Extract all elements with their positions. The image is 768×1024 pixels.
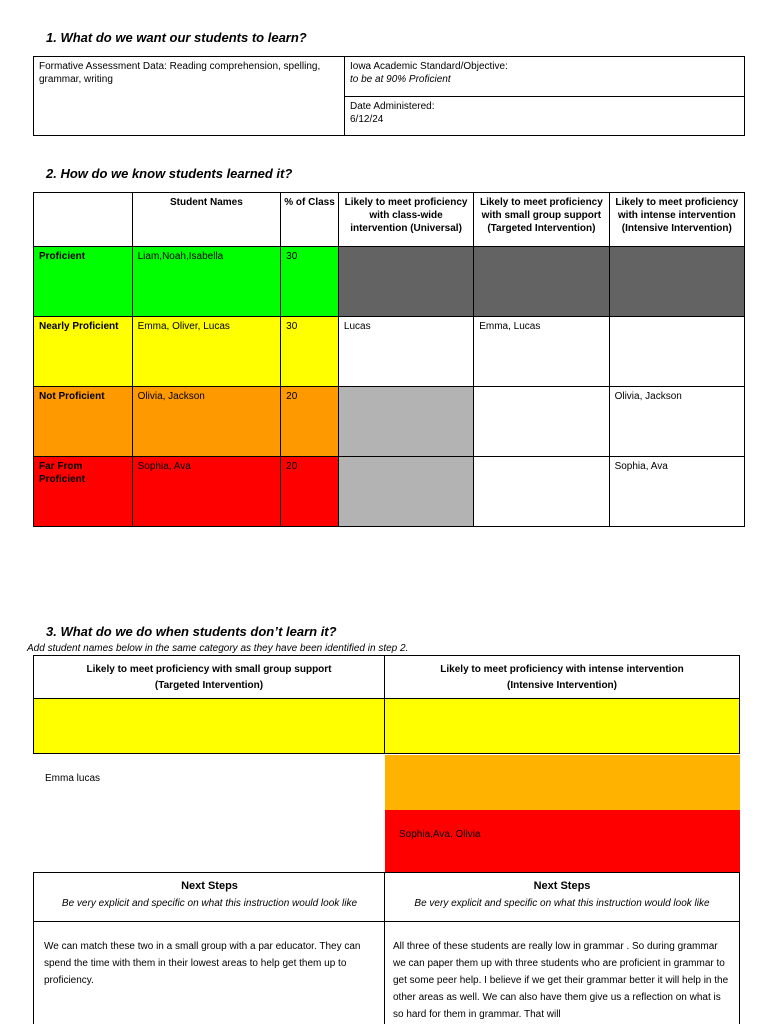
assessment-data-cell	[34, 57, 345, 136]
intensive-cell	[609, 247, 744, 317]
standard-value: to be at 90% Proficient	[350, 74, 451, 85]
pct-cell: 30	[281, 247, 339, 317]
intensive-names: Sophia,Ava, Olivia	[399, 829, 481, 840]
intensive-header-line1: Likely to meet proficiency with intense intervention	[440, 664, 684, 675]
targeted-cell	[474, 387, 609, 457]
date-cell	[345, 97, 745, 136]
header-pct: % of Class	[281, 193, 339, 247]
header-intensive: Likely to meet proficiency with intense intervention (Intensive Intervention)	[609, 193, 744, 247]
intensive-red-band	[385, 810, 740, 872]
targeted-next-steps-text: We can match these two in a small group with a par educator. They can spend the time with them in their lowest areas to help get them up to proficiency.	[44, 941, 361, 986]
intensive-header-line2: (Intensive Intervention)	[506, 680, 617, 691]
header-universal: Likely to meet proficiency with class-wide intervention (Universal)	[338, 193, 473, 247]
intensive-orange-band	[385, 755, 740, 810]
pct-cell: 20	[281, 457, 339, 527]
table-header-row	[34, 193, 745, 247]
standard-label: Iowa Academic Standard/Objective:	[350, 61, 508, 72]
universal-cell	[338, 247, 473, 317]
section1-table	[33, 56, 745, 136]
date-value: 6/12/24	[350, 114, 384, 125]
date-label: Date Administered:	[350, 101, 435, 112]
targeted-next-steps-body	[33, 921, 385, 1024]
intensive-yellow-band	[384, 698, 740, 754]
header-blank	[34, 193, 133, 247]
names-cell: Emma, Oliver, Lucas	[132, 317, 281, 387]
level-cell: Not Proficient	[34, 387, 133, 457]
intensive-next-steps-text: All three of these students are really low in grammar . So during grammar we can paper them up with three students who are proficient in grammar to get some peer help. I believe if we get their grammar better it will help in the other areas as well. We can also have them give us a reflection on what is so hard for them in grammar. That will	[393, 941, 729, 1020]
targeted-cell	[474, 457, 609, 527]
header-targeted: Likely to meet proficiency with small group support (Targeted Intervention)	[474, 193, 609, 247]
names-cell: Liam,Noah,Isabella	[132, 247, 281, 317]
targeted-next-steps-title: Next Steps	[181, 880, 238, 892]
names-cell: Olivia, Jackson	[132, 387, 281, 457]
names-cell: Sophia, Ava	[132, 457, 281, 527]
intensive-next-steps-body	[384, 921, 740, 1024]
level-cell: Proficient	[34, 247, 133, 317]
targeted-names: Emma lucas	[45, 773, 101, 784]
standard-cell	[345, 57, 745, 97]
pct-cell: 20	[281, 387, 339, 457]
table-row	[34, 457, 745, 527]
section3-heading: 3. What do we do when students don’t learn it?	[46, 624, 337, 639]
section2-heading: 2. How do we know students learned it?	[46, 166, 293, 181]
intensive-cell: Sophia, Ava	[609, 457, 744, 527]
header-student-names: Student Names	[132, 193, 281, 247]
pct-cell: 30	[281, 317, 339, 387]
intensive-next-steps-header	[384, 872, 740, 922]
intensive-cell: Olivia, Jackson	[609, 387, 744, 457]
table-row	[34, 247, 745, 317]
universal-cell	[338, 457, 473, 527]
targeted-yellow-band	[33, 698, 385, 754]
section1-heading: 1. What do we want our students to learn?	[46, 30, 307, 45]
targeted-next-steps-hint: Be very explicit and specific on what this instruction would look like	[61, 898, 358, 909]
intensive-next-steps-title: Next Steps	[533, 880, 591, 892]
targeted-header	[33, 655, 385, 699]
universal-cell	[338, 387, 473, 457]
targeted-cell: Emma, Lucas	[474, 317, 609, 387]
targeted-header-line2: (Targeted Intervention)	[154, 680, 264, 691]
level-cell: Nearly Proficient	[34, 317, 133, 387]
intensive-cell	[609, 317, 744, 387]
intensive-header	[384, 655, 740, 699]
targeted-header-line1: Likely to meet proficiency with small group support	[86, 664, 332, 675]
section3-subheading: Add student names below in the same category as they have been identified in step 2.	[27, 643, 409, 654]
proficiency-table	[33, 192, 745, 527]
table-row	[34, 387, 745, 457]
assessment-data-label: Formative Assessment Data: Reading comprehension, spelling, grammar, writing	[39, 61, 321, 85]
targeted-cell	[474, 247, 609, 317]
level-cell: Far From Proficient	[34, 457, 133, 527]
table-row	[34, 317, 745, 387]
intensive-next-steps-hint: Be very explicit and specific on what this instruction would look like	[414, 898, 710, 909]
universal-cell: Lucas	[338, 317, 473, 387]
targeted-next-steps-header	[33, 872, 385, 922]
